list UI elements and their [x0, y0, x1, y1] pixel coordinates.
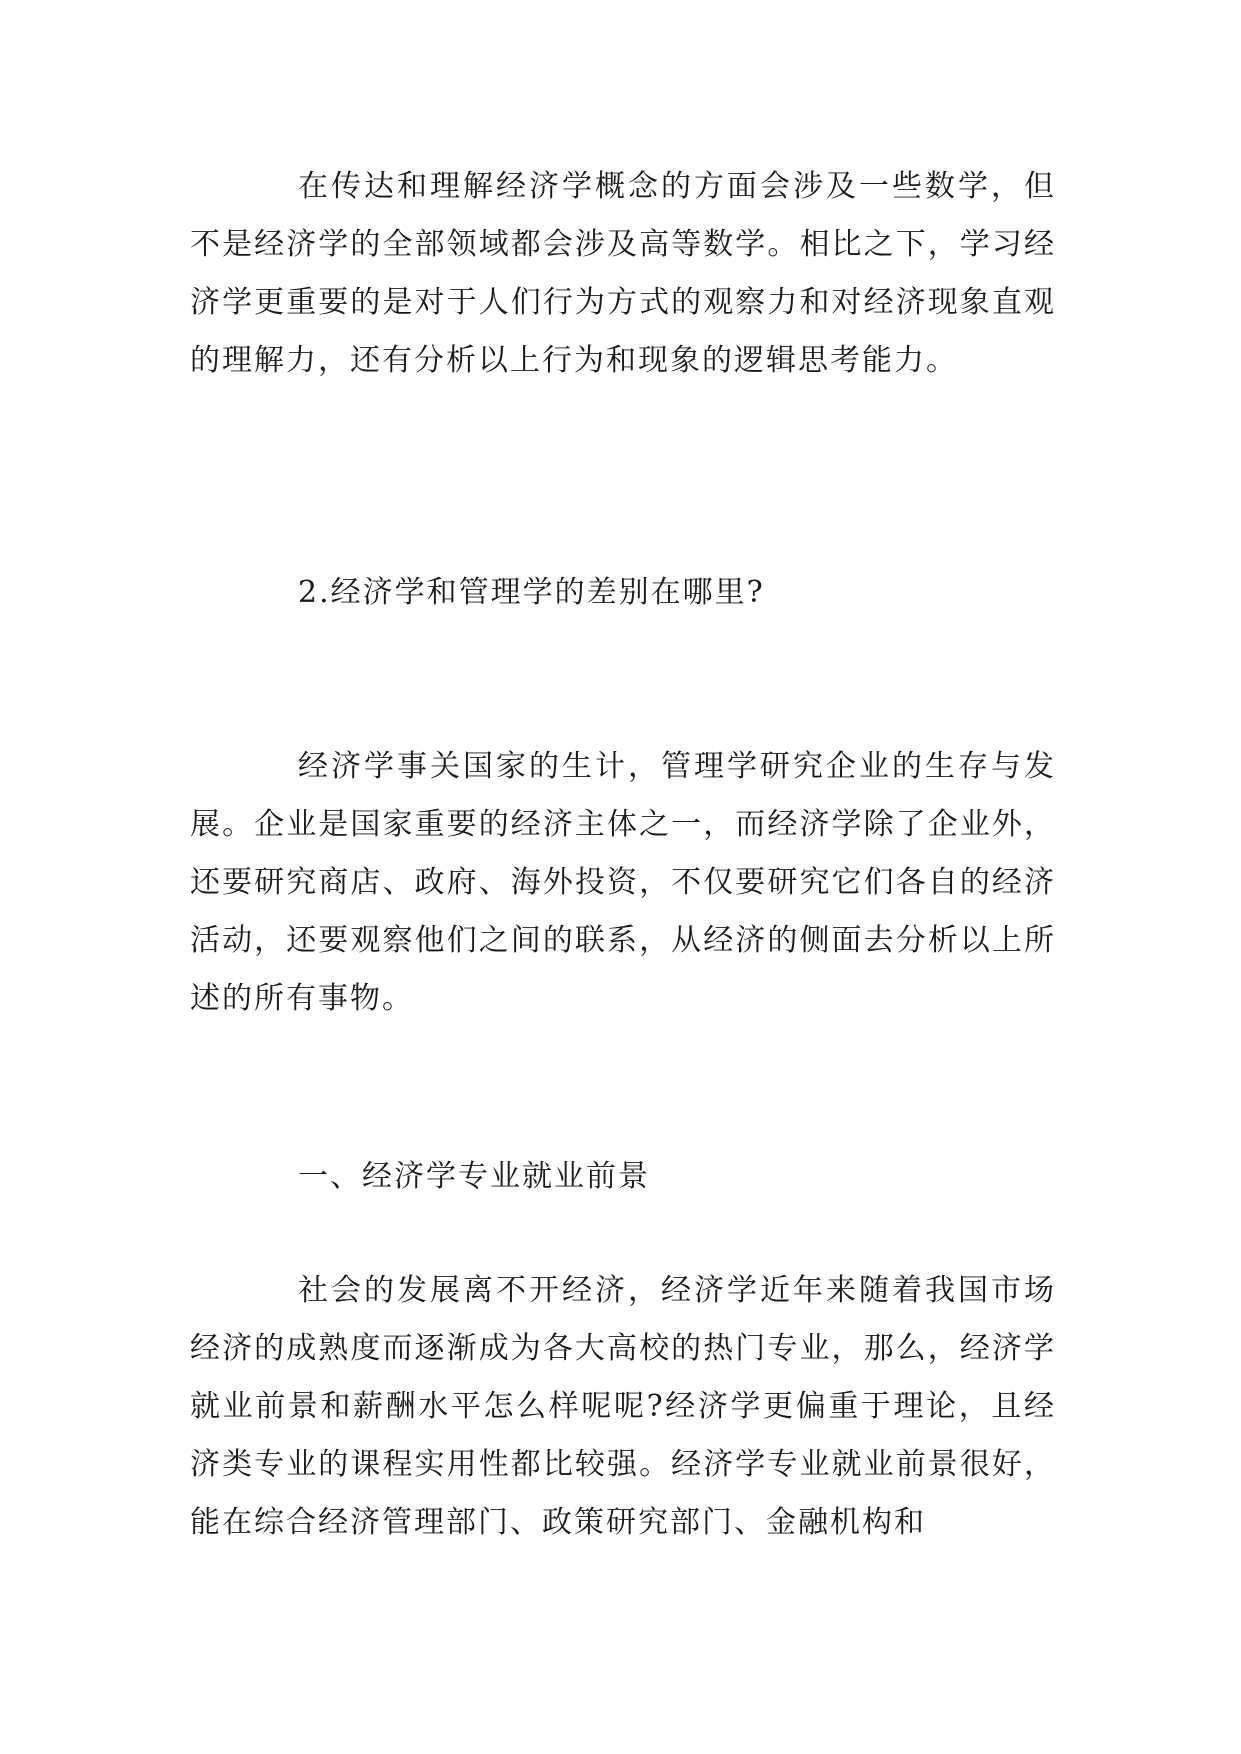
paragraph-math-in-economics: 在传达和理解经济学概念的方面会涉及一些数学，但不是经济学的全部领域都会涉及高等数学。相比之下，学习经济学更重要的是对于人们行为方式的观察力和对经济现象直观的理解力，还有分析以上行为和现象的逻辑思考能力。: [190, 169, 1056, 378]
paragraph-economics-vs-management: 经济学事关国家的生计，管理学研究企业的生存与发展。企业是国家重要的经济主体之一，而经济学除了企业外，还要研究商店、政府、海外投资，不仅要研究它们各自的经济活动，还要观察他们之间的联系，从经济的侧面去分析以上所述的所有事物。: [190, 749, 1056, 1016]
heading-career-prospects: 一、经济学专业就业前景: [298, 1159, 650, 1194]
heading-economics-vs-management: 2.经济学和管理学的差别在哪里?: [298, 575, 765, 610]
paragraph-career-prospects: 社会的发展离不开经济，经济学近年来随着我国市场经济的成熟度而逐渐成为各大高校的热门专业，那么，经济学就业前景和薪酬水平怎么样呢呢?经济学更偏重于理论，且经济类专业的课程实用性都比较强。经济学专业就业前景很好，能在综合经济管理部门、政策研究部门、金融机构和: [190, 1273, 1056, 1540]
